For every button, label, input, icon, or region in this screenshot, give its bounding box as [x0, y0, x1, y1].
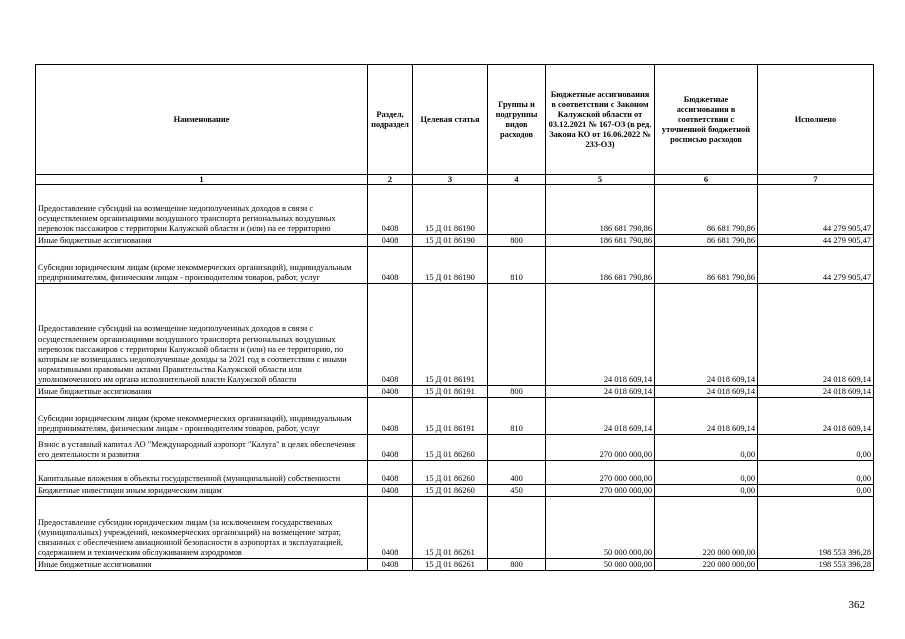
header-executed: Исполнено: [758, 65, 874, 175]
row-law-amount: 50 000 000,00: [546, 497, 655, 559]
row-law-amount: 24 018 609,14: [546, 398, 655, 435]
row-target: 15 Д 01 86260: [413, 485, 488, 497]
row-law-amount: 270 000 000,00: [546, 485, 655, 497]
table-row: [36, 398, 874, 435]
column-number: 1: [36, 175, 368, 185]
row-refined-amount: 24 018 609,14: [655, 386, 758, 398]
header-row: [36, 65, 874, 175]
header-target: Целевая статья: [413, 65, 488, 175]
table-row: [36, 461, 874, 485]
row-refined-amount: 220 000 000,00: [655, 559, 758, 571]
row-group: 450: [488, 485, 546, 497]
row-name: Иные бюджетные ассигнования: [36, 386, 368, 398]
row-section: 0408: [368, 461, 413, 485]
row-refined-amount: 86 681 790,86: [655, 247, 758, 284]
row-target: 15 Д 01 86191: [413, 284, 488, 386]
row-executed-amount: 24 018 609,14: [758, 284, 874, 386]
row-law-amount: 24 018 609,14: [546, 386, 655, 398]
row-target: 15 Д 01 86190: [413, 185, 488, 235]
row-law-amount: 270 000 000,00: [546, 435, 655, 461]
table-row: [36, 497, 874, 559]
row-target: 15 Д 01 86261: [413, 497, 488, 559]
row-executed-amount: 44 279 905,47: [758, 235, 874, 247]
row-group: [488, 185, 546, 235]
row-executed-amount: 198 553 396,28: [758, 559, 874, 571]
table-row: [36, 235, 874, 247]
column-number: 4: [488, 175, 546, 185]
row-target: 15 Д 01 86260: [413, 461, 488, 485]
row-executed-amount: 0,00: [758, 485, 874, 497]
row-group: 800: [488, 386, 546, 398]
row-group: [488, 284, 546, 386]
row-name: Иные бюджетные ассигнования: [36, 235, 368, 247]
table-row: [36, 284, 874, 386]
column-number: 6: [655, 175, 758, 185]
row-group: 800: [488, 559, 546, 571]
row-refined-amount: 0,00: [655, 435, 758, 461]
table-row: [36, 247, 874, 284]
row-executed-amount: 0,00: [758, 461, 874, 485]
table-row: [36, 485, 874, 497]
row-section: 0408: [368, 435, 413, 461]
row-group: [488, 435, 546, 461]
row-section: 0408: [368, 185, 413, 235]
row-refined-amount: 24 018 609,14: [655, 284, 758, 386]
row-target: 15 Д 01 86190: [413, 235, 488, 247]
row-group: 810: [488, 398, 546, 435]
header-refined-allocation: Бюджетные ассигнования в соответствии с уточненной бюджетной росписью расходов: [655, 65, 758, 175]
row-executed-amount: 0,00: [758, 435, 874, 461]
row-section: 0408: [368, 398, 413, 435]
row-section: 0408: [368, 235, 413, 247]
row-section: 0408: [368, 559, 413, 571]
table-row: [36, 185, 874, 235]
column-number: 7: [758, 175, 874, 185]
row-section: 0408: [368, 247, 413, 284]
row-refined-amount: 86 681 790,86: [655, 235, 758, 247]
row-group: [488, 497, 546, 559]
row-name: Предоставление субсидии юридическим лицам (за исключением государственных (муниципальных) учреждений, некоммерческих организаций) на возмещение затрат, связанных с обеспечением авиационной безопасности в аэропортах и эксплуатацией, содержанием и техническим обслуживанием аэродромов: [36, 497, 368, 559]
row-law-amount: 186 681 790,86: [546, 235, 655, 247]
row-name: Иные бюджетные ассигнования: [36, 559, 368, 571]
row-section: 0408: [368, 485, 413, 497]
row-executed-amount: 198 553 396,28: [758, 497, 874, 559]
row-law-amount: 50 000 000,00: [546, 559, 655, 571]
row-refined-amount: 86 681 790,86: [655, 185, 758, 235]
header-name: Наименование: [36, 65, 368, 175]
row-law-amount: 24 018 609,14: [546, 284, 655, 386]
table-row: [36, 559, 874, 571]
row-target: 15 Д 01 86261: [413, 559, 488, 571]
table-row: [36, 435, 874, 461]
row-refined-amount: 0,00: [655, 461, 758, 485]
column-number: 3: [413, 175, 488, 185]
table-row: [36, 386, 874, 398]
row-group: 800: [488, 235, 546, 247]
row-target: 15 Д 01 86191: [413, 398, 488, 435]
row-target: 15 Д 01 86260: [413, 435, 488, 461]
row-executed-amount: 24 018 609,14: [758, 386, 874, 398]
page-number: 362: [848, 599, 865, 611]
column-number: 5: [546, 175, 655, 185]
row-target: 15 Д 01 86191: [413, 386, 488, 398]
row-name: Субсидии юридическим лицам (кроме некоммерческих организаций), индивидуальным предпринимателям, физическим лицам - производителям товаров, работ, услуг: [36, 398, 368, 435]
row-target: 15 Д 01 86190: [413, 247, 488, 284]
row-name: Субсидии юридическим лицам (кроме некоммерческих организаций), индивидуальным предпринимателям, физическим лицам - производителям товаров, работ, услуг: [36, 247, 368, 284]
column-number: 2: [368, 175, 413, 185]
row-section: 0408: [368, 386, 413, 398]
row-executed-amount: 24 018 609,14: [758, 398, 874, 435]
row-name: Бюджетные инвестиции иным юридическим лицам: [36, 485, 368, 497]
header-law-allocation: Бюджетные ассигнования в соответствии с Законом Калужской области от 03.12.2021 № 167-ОЗ (в ред. Закона КО от 16.06.2022 № 233-ОЗ): [546, 65, 655, 175]
row-law-amount: 186 681 790,86: [546, 185, 655, 235]
row-name: Взнос в уставный капитал АО "Международный аэропорт "Калуга" в целях обеспечения его деятельности и развития: [36, 435, 368, 461]
row-executed-amount: 44 279 905,47: [758, 185, 874, 235]
row-name: Предоставление субсидий на возмещение недополученных доходов в связи с осуществлением организациями воздушного транспорта региональных воздушных перевозок пассажиров с территории Калужской области и (или) на ее территорию, по которым не возмещались недополученные доходы за 2021 год в соответствии с иными нормативными правовыми актами Правительства Калужской области или уполномоченного им органа исполнительной власти Калужской области: [36, 284, 368, 386]
row-name: Предоставление субсидий на возмещение недополученных доходов в связи с осуществлением организациями воздушного транспорта региональных воздушных перевозок пассажиров с территории Калужской области и (или) на ее территорию: [36, 185, 368, 235]
column-number-row: [36, 175, 874, 185]
row-law-amount: 270 000 000,00: [546, 461, 655, 485]
row-section: 0408: [368, 497, 413, 559]
row-refined-amount: 0,00: [655, 485, 758, 497]
header-group: Группы и подгруппы видов расходов: [488, 65, 546, 175]
budget-table: [35, 64, 874, 571]
row-refined-amount: 24 018 609,14: [655, 398, 758, 435]
row-group: 810: [488, 247, 546, 284]
row-refined-amount: 220 000 000,00: [655, 497, 758, 559]
row-group: 400: [488, 461, 546, 485]
row-executed-amount: 44 279 905,47: [758, 247, 874, 284]
row-section: 0408: [368, 284, 413, 386]
row-name: Капитальные вложения в объекты государственной (муниципальной) собственности: [36, 461, 368, 485]
row-law-amount: 186 681 790,86: [546, 247, 655, 284]
header-section: Раздел, подраздел: [368, 65, 413, 175]
